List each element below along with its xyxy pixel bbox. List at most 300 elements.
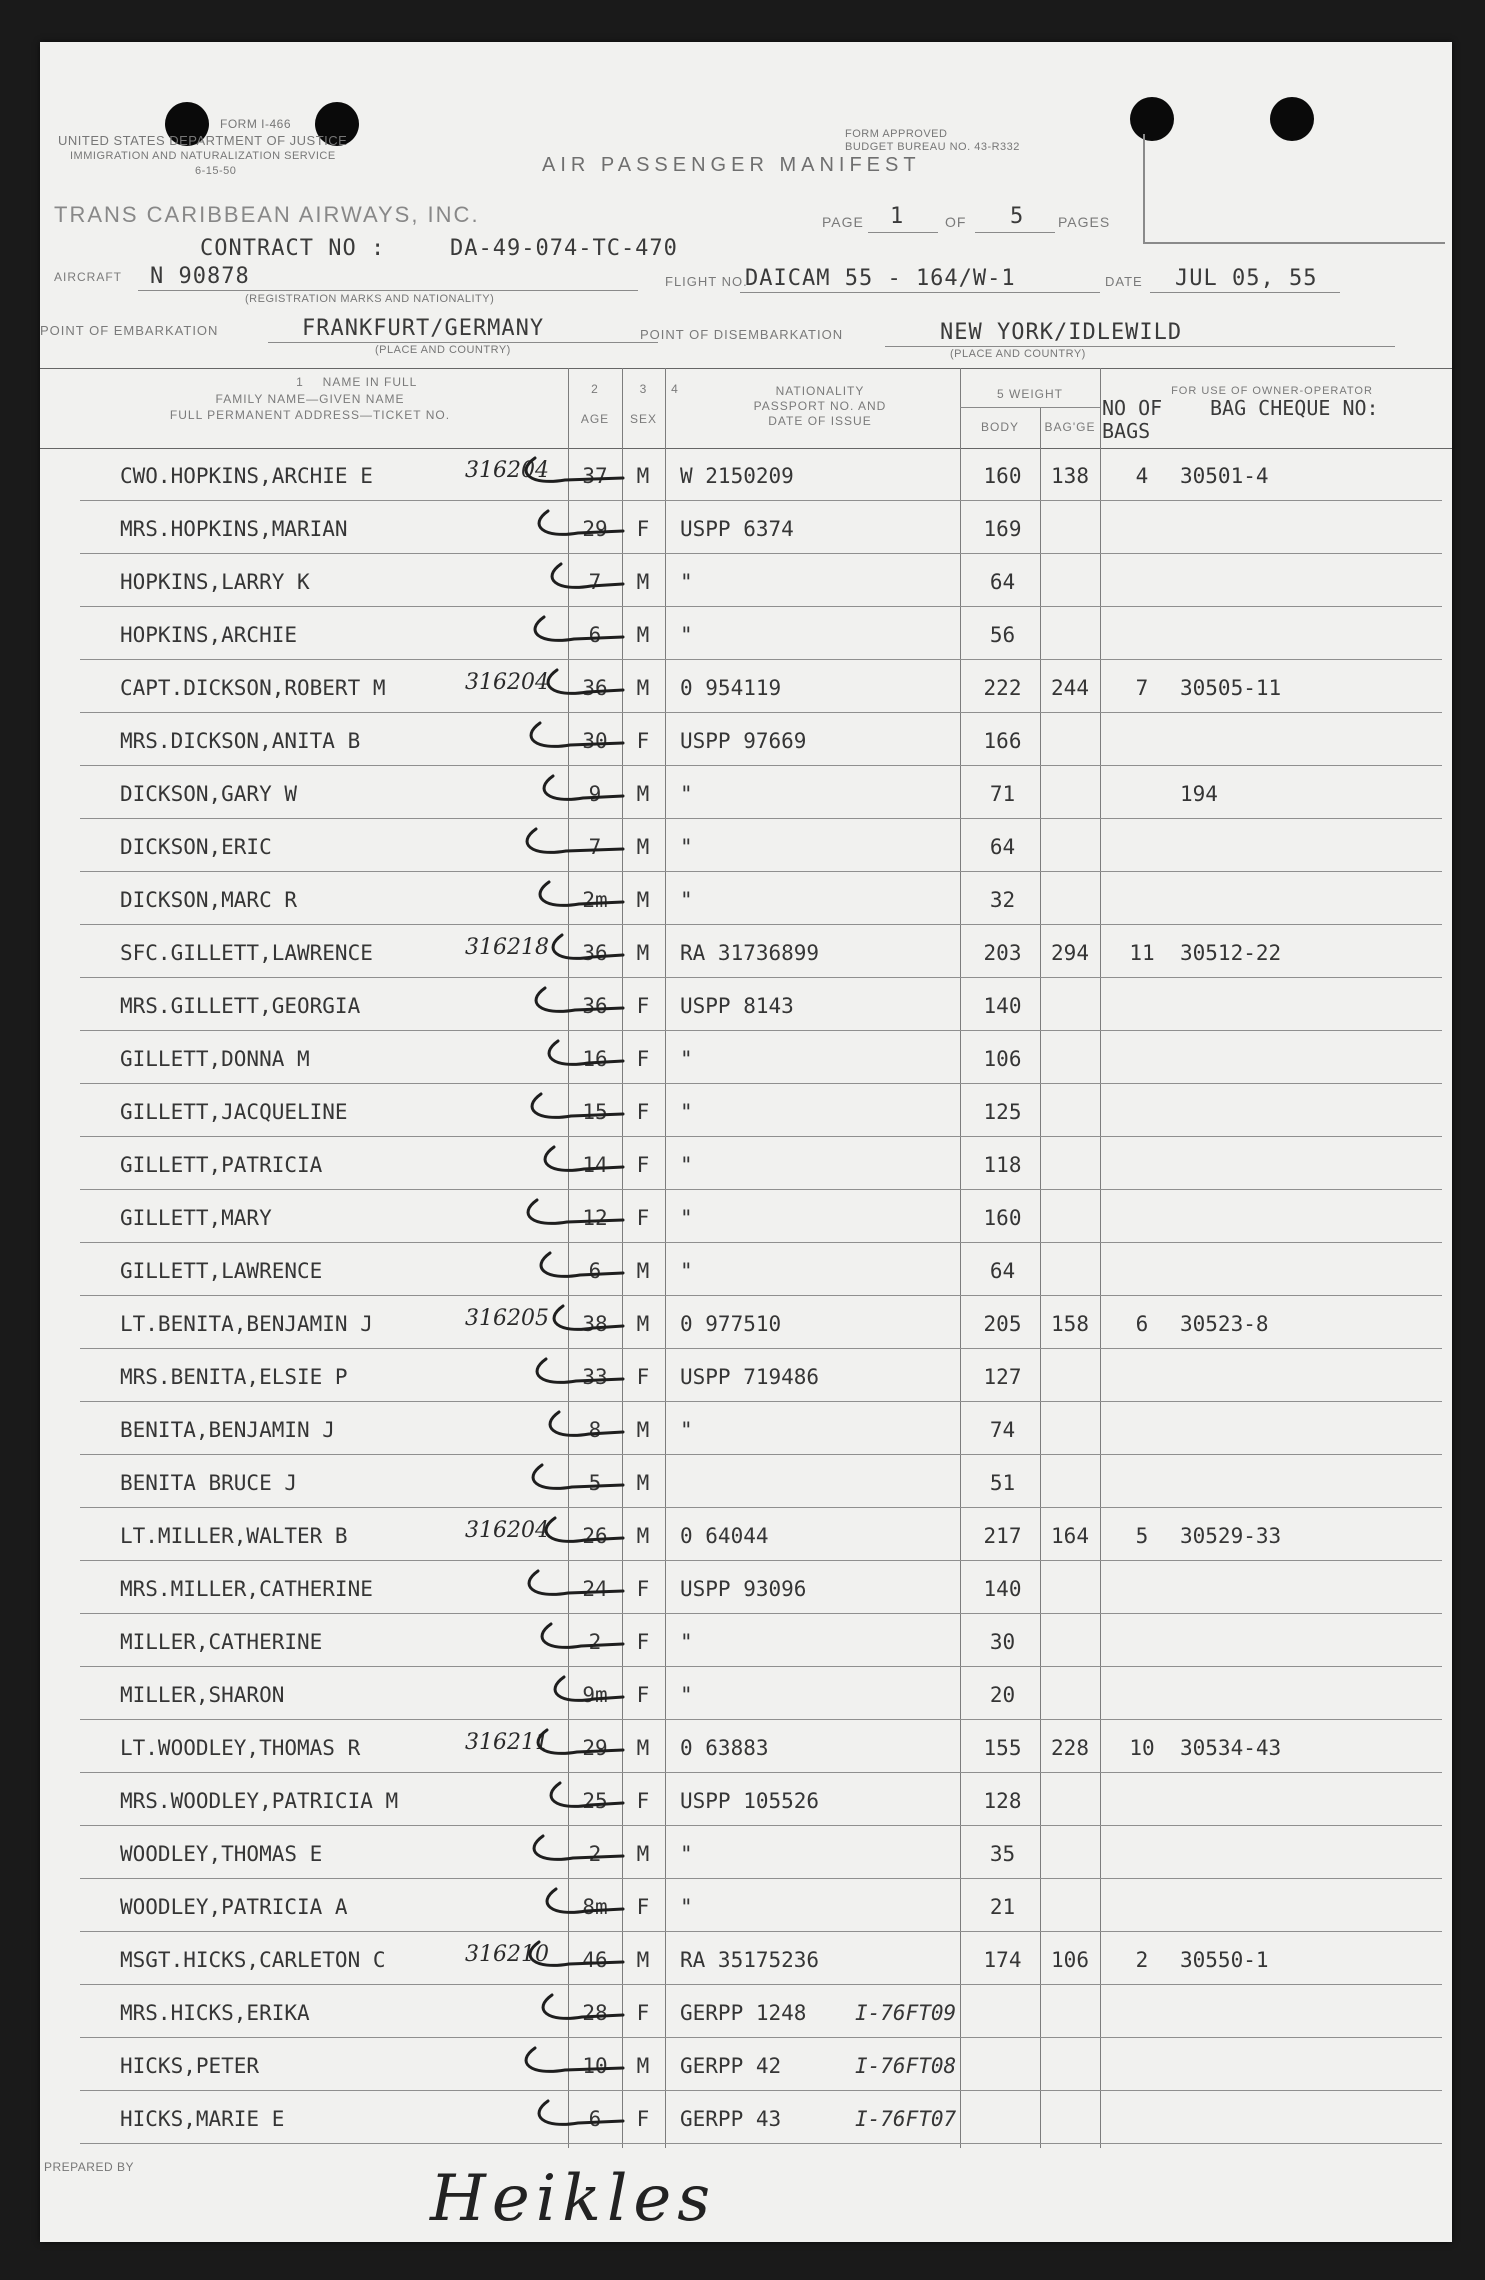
ticket-number: 316204 bbox=[465, 458, 549, 483]
body-weight: 140 bbox=[983, 1577, 1022, 1601]
passport-number: " bbox=[680, 1842, 693, 1866]
table-row bbox=[40, 925, 1452, 978]
passenger-sex: F bbox=[636, 1206, 650, 1230]
table-row bbox=[40, 2091, 1452, 2144]
check-mark-icon bbox=[495, 1192, 625, 1232]
passenger-age: 12 bbox=[582, 1206, 608, 1230]
page-number: 1 bbox=[890, 204, 905, 229]
table-row bbox=[40, 1402, 1452, 1455]
check-mark-icon bbox=[495, 1139, 625, 1179]
table-row bbox=[40, 1031, 1452, 1084]
passenger-sex: M bbox=[636, 676, 650, 700]
body-weight: 128 bbox=[983, 1789, 1022, 1813]
passenger-age: 15 bbox=[582, 1100, 608, 1124]
passenger-sex: F bbox=[636, 1895, 650, 1919]
embarkation-point: FRANKFURT/GERMANY bbox=[302, 316, 545, 341]
disembarkation-point: NEW YORK/IDLEWILD bbox=[940, 320, 1183, 345]
passenger-sex: M bbox=[636, 464, 650, 488]
table-row bbox=[40, 1296, 1452, 1349]
table-row bbox=[40, 554, 1452, 607]
passenger-name: MRS.HOPKINS,MARIAN bbox=[120, 517, 348, 541]
table-row bbox=[40, 1614, 1452, 1667]
bag-count: 2 bbox=[1135, 1948, 1149, 1972]
service-line: IMMIGRATION AND NATURALIZATION SERVICE bbox=[70, 150, 336, 162]
ticket-number: 316204 bbox=[465, 670, 549, 695]
col-name-number: 1 bbox=[296, 375, 304, 389]
passenger-age: 6 bbox=[588, 1259, 602, 1283]
check-mark-icon bbox=[495, 821, 625, 861]
body-weight: 74 bbox=[989, 1418, 1016, 1442]
col-date-issue: DATE OF ISSUE bbox=[768, 414, 872, 428]
body-weight: 160 bbox=[983, 1206, 1022, 1230]
passenger-sex: M bbox=[636, 570, 650, 594]
passport-number: " bbox=[680, 1630, 693, 1654]
flight-date: JUL 05, 55 bbox=[1175, 266, 1318, 291]
passenger-age: 2 bbox=[588, 1630, 602, 1654]
disembarkation-label: POINT OF DISEMBARKATION bbox=[640, 327, 844, 342]
check-mark-icon bbox=[495, 2093, 625, 2133]
department-line: UNITED STATES DEPARTMENT OF JUSTICE bbox=[58, 133, 348, 148]
passenger-name: HICKS,MARIE E bbox=[120, 2107, 285, 2131]
table-row bbox=[40, 819, 1452, 872]
col-weight: 5 WEIGHT bbox=[996, 387, 1063, 401]
check-mark-icon bbox=[495, 662, 625, 702]
check-mark-icon bbox=[495, 874, 625, 914]
check-mark-icon bbox=[495, 1351, 625, 1391]
aircraft-label: AIRCRAFT bbox=[54, 270, 122, 284]
passenger-age: 6 bbox=[588, 2107, 602, 2131]
table-row bbox=[40, 1243, 1452, 1296]
bag-count: 4 bbox=[1135, 464, 1149, 488]
check-mark-icon bbox=[495, 503, 625, 543]
handwritten-note: I-76FT09 bbox=[855, 2001, 957, 2025]
ticket-number: 316218 bbox=[465, 935, 549, 960]
bag-count: 10 bbox=[1129, 1736, 1155, 1760]
body-weight: 217 bbox=[983, 1524, 1022, 1548]
check-mark-icon bbox=[495, 1033, 625, 1073]
check-mark-icon bbox=[495, 1457, 625, 1497]
ticket-number: 316205 bbox=[465, 1306, 549, 1331]
body-weight: 56 bbox=[989, 623, 1016, 647]
passenger-sex: F bbox=[636, 517, 650, 541]
col-weight-baggage: BAG'GE bbox=[1044, 420, 1096, 434]
flight-number: DAICAM 55 - 164/W-1 bbox=[745, 266, 1016, 291]
table-row bbox=[40, 1190, 1452, 1243]
check-mark-icon bbox=[495, 1404, 625, 1444]
passenger-name: GILLETT,LAWRENCE bbox=[120, 1259, 323, 1283]
budget-bureau: BUDGET BUREAU NO. 43-R332 bbox=[845, 141, 1020, 153]
table-row bbox=[40, 1932, 1452, 1985]
passenger-name: HICKS,PETER bbox=[120, 2054, 260, 2078]
passport-number: USPP 105526 bbox=[680, 1789, 820, 1813]
col-owner-use: FOR USE OF OWNER-OPERATOR bbox=[1171, 385, 1373, 397]
table-row bbox=[40, 1985, 1452, 2038]
check-mark-icon bbox=[495, 1669, 625, 1709]
body-weight: 169 bbox=[983, 517, 1022, 541]
table-row bbox=[40, 1455, 1452, 1508]
bag-cheque-number: 30523-8 bbox=[1180, 1312, 1269, 1336]
prepared-by-label: PREPARED BY bbox=[44, 2160, 134, 2174]
bag-cheque-number: 30529-33 bbox=[1180, 1524, 1282, 1548]
row-rule bbox=[80, 2143, 1442, 2144]
passenger-name: SFC.GILLETT,LAWRENCE bbox=[120, 941, 373, 965]
check-mark-icon bbox=[495, 1563, 625, 1603]
passport-number: GERPP 1248 bbox=[680, 2001, 807, 2025]
passenger-sex: M bbox=[636, 2054, 650, 2078]
check-mark-icon bbox=[495, 1616, 625, 1656]
passport-number: " bbox=[680, 1206, 693, 1230]
body-weight: 20 bbox=[989, 1683, 1016, 1707]
check-mark-icon bbox=[495, 2040, 625, 2080]
contract-number: DA-49-074-TC-470 bbox=[450, 236, 678, 261]
embarkation-caption: (PLACE AND COUNTRY) bbox=[375, 344, 511, 356]
passport-number: GERPP 42 bbox=[680, 2054, 782, 2078]
passenger-name: GILLETT,MARY bbox=[120, 1206, 272, 1230]
passenger-sex: M bbox=[636, 1259, 650, 1283]
baggage-weight: 294 bbox=[1051, 941, 1089, 965]
table-row bbox=[40, 1137, 1452, 1190]
passenger-name: HOPKINS,LARRY K bbox=[120, 570, 310, 594]
passport-number: W 2150209 bbox=[680, 464, 794, 488]
check-mark-icon bbox=[495, 1775, 625, 1815]
baggage-weight: 158 bbox=[1051, 1312, 1089, 1336]
passenger-name: CAPT.DICKSON,ROBERT M bbox=[120, 676, 386, 700]
col-nationality: NATIONALITY bbox=[775, 384, 865, 398]
body-weight: 106 bbox=[983, 1047, 1022, 1071]
airline-name: TRANS CARIBBEAN AIRWAYS, INC. bbox=[54, 202, 480, 227]
passenger-age: 7 bbox=[588, 570, 602, 594]
passenger-name: MSGT.HICKS,CARLETON C bbox=[120, 1948, 386, 1972]
passenger-sex: F bbox=[636, 1789, 650, 1813]
passenger-sex: M bbox=[636, 941, 650, 965]
disembarkation-caption: (PLACE AND COUNTRY) bbox=[950, 348, 1086, 360]
body-weight: 174 bbox=[983, 1948, 1022, 1972]
table-row bbox=[40, 1720, 1452, 1773]
passenger-sex: F bbox=[636, 1153, 650, 1177]
baggage-weight: 228 bbox=[1051, 1736, 1089, 1760]
passenger-name: MRS.HICKS,ERIKA bbox=[120, 2001, 310, 2025]
passenger-age: 5 bbox=[588, 1471, 602, 1495]
table-row bbox=[40, 2038, 1452, 2091]
passenger-age: 37 bbox=[582, 464, 608, 488]
passport-number: " bbox=[680, 1683, 693, 1707]
passenger-name: WOODLEY,THOMAS E bbox=[120, 1842, 323, 1866]
body-weight: 30 bbox=[989, 1630, 1016, 1654]
table-row bbox=[40, 1084, 1452, 1137]
check-mark-icon bbox=[495, 1722, 625, 1762]
passport-number: GERPP 43 bbox=[680, 2107, 782, 2131]
bag-count: 7 bbox=[1135, 676, 1149, 700]
ticket-number: 316211 bbox=[465, 1730, 549, 1755]
table-row bbox=[40, 1826, 1452, 1879]
col-address-sub: FULL PERMANENT ADDRESS—TICKET NO. bbox=[169, 408, 451, 422]
passenger-name: MILLER,SHARON bbox=[120, 1683, 285, 1707]
passenger-sex: M bbox=[636, 1842, 650, 1866]
table-row bbox=[40, 501, 1452, 554]
table-row bbox=[40, 1508, 1452, 1561]
passenger-age: 28 bbox=[582, 2001, 608, 2025]
col-name-header: NAME IN FULL bbox=[322, 375, 418, 389]
body-weight: 203 bbox=[983, 941, 1022, 965]
passenger-name: CWO.HOPKINS,ARCHIE E bbox=[120, 464, 373, 488]
passport-number: " bbox=[680, 1259, 693, 1283]
passenger-name: MRS.DICKSON,ANITA B bbox=[120, 729, 361, 753]
col-age: AGE bbox=[580, 412, 610, 426]
passport-number: RA 31736899 bbox=[680, 941, 820, 965]
ticket-number: 316204 bbox=[465, 1518, 549, 1543]
passport-number: 0 977510 bbox=[680, 1312, 782, 1336]
passenger-age: 46 bbox=[582, 1948, 608, 1972]
body-weight: 64 bbox=[989, 570, 1016, 594]
table-row bbox=[40, 1773, 1452, 1826]
bag-count: 6 bbox=[1135, 1312, 1149, 1336]
passenger-age: 2 bbox=[588, 1842, 602, 1866]
passenger-name: LT.MILLER,WALTER B bbox=[120, 1524, 348, 1548]
passenger-sex: F bbox=[636, 1365, 650, 1389]
body-weight: 160 bbox=[983, 464, 1022, 488]
passenger-sex: F bbox=[636, 1100, 650, 1124]
col-name-sub: FAMILY NAME—GIVEN NAME bbox=[215, 392, 405, 406]
form-date: 6-15-50 bbox=[195, 165, 237, 177]
body-weight: 35 bbox=[989, 1842, 1016, 1866]
passenger-age: 8m bbox=[582, 1895, 608, 1919]
body-weight: 205 bbox=[983, 1312, 1022, 1336]
passenger-age: 8 bbox=[588, 1418, 602, 1442]
passenger-name: DICKSON,ERIC bbox=[120, 835, 272, 859]
table-row bbox=[40, 448, 1452, 501]
baggage-weight: 164 bbox=[1051, 1524, 1089, 1548]
table-row bbox=[40, 607, 1452, 660]
bag-cheque-number: 30505-11 bbox=[1180, 676, 1282, 700]
table-row bbox=[40, 713, 1452, 766]
body-weight: 127 bbox=[983, 1365, 1022, 1389]
passenger-sex: F bbox=[636, 2107, 650, 2131]
passport-number: USPP 93096 bbox=[680, 1577, 807, 1601]
table-row bbox=[40, 1349, 1452, 1402]
body-weight: 155 bbox=[983, 1736, 1022, 1760]
passenger-age: 10 bbox=[582, 2054, 608, 2078]
bag-count: 11 bbox=[1129, 941, 1155, 965]
page-total: 5 bbox=[1010, 204, 1025, 229]
check-mark-icon bbox=[495, 980, 625, 1020]
check-mark-icon bbox=[495, 450, 625, 490]
passenger-age: 24 bbox=[582, 1577, 608, 1601]
passenger-sex: F bbox=[636, 994, 650, 1018]
body-weight: 21 bbox=[989, 1895, 1016, 1919]
body-weight: 71 bbox=[989, 782, 1016, 806]
passenger-name: LT.BENITA,BENJAMIN J bbox=[120, 1312, 373, 1336]
stamp-box bbox=[1143, 134, 1445, 244]
col-sex: SEX bbox=[629, 412, 657, 426]
manifest-sheet bbox=[40, 42, 1452, 2242]
check-mark-icon bbox=[495, 1510, 625, 1550]
passenger-age: 29 bbox=[582, 1736, 608, 1760]
col-passport: PASSPORT NO. AND bbox=[753, 399, 887, 413]
passenger-sex: M bbox=[636, 1736, 650, 1760]
passport-number: " bbox=[680, 835, 693, 859]
passenger-sex: F bbox=[636, 1683, 650, 1707]
page-label: PAGE bbox=[822, 214, 864, 230]
passport-number: " bbox=[680, 1047, 693, 1071]
passenger-age: 36 bbox=[582, 994, 608, 1018]
form-number: FORM I-466 bbox=[220, 117, 292, 131]
col-bags: NO OF BAGS bbox=[1102, 396, 1163, 443]
passport-number: USPP 719486 bbox=[680, 1365, 820, 1389]
passenger-name: GILLETT,PATRICIA bbox=[120, 1153, 323, 1177]
table-row bbox=[40, 766, 1452, 819]
passport-number: " bbox=[680, 1100, 693, 1124]
bag-cheque-number: 30512-22 bbox=[1180, 941, 1282, 965]
table-row bbox=[40, 660, 1452, 713]
passenger-name: GILLETT,JACQUELINE bbox=[120, 1100, 348, 1124]
passenger-name: DICKSON,MARC R bbox=[120, 888, 298, 912]
passport-number: 0 64044 bbox=[680, 1524, 769, 1548]
passenger-rows bbox=[40, 448, 1452, 2148]
col-weight-body: BODY bbox=[980, 420, 1019, 434]
passenger-sex: M bbox=[636, 1948, 650, 1972]
col-passport-number: 4 bbox=[671, 382, 679, 396]
passenger-sex: F bbox=[636, 1577, 650, 1601]
table-row bbox=[40, 1561, 1452, 1614]
passenger-name: LT.WOODLEY,THOMAS R bbox=[120, 1736, 361, 1760]
passenger-age: 7 bbox=[588, 835, 602, 859]
body-weight: 32 bbox=[989, 888, 1016, 912]
passenger-name: MRS.GILLETT,GEORGIA bbox=[120, 994, 361, 1018]
table-row bbox=[40, 1667, 1452, 1720]
passenger-age: 2m bbox=[582, 888, 608, 912]
body-weight: 64 bbox=[989, 835, 1016, 859]
baggage-weight: 244 bbox=[1051, 676, 1089, 700]
passenger-age: 36 bbox=[582, 676, 608, 700]
col-bag-cheque: BAG CHEQUE NO: bbox=[1210, 396, 1379, 420]
passport-number: " bbox=[680, 1418, 693, 1442]
check-mark-icon bbox=[495, 715, 625, 755]
check-mark-icon bbox=[495, 609, 625, 649]
passport-number: " bbox=[680, 1153, 693, 1177]
handwritten-note: I-76FT08 bbox=[855, 2054, 957, 2078]
check-mark-icon bbox=[495, 556, 625, 596]
passport-number: " bbox=[680, 782, 693, 806]
handwritten-note: I-76FT07 bbox=[855, 2107, 957, 2131]
check-mark-icon bbox=[495, 1086, 625, 1126]
check-mark-icon bbox=[495, 1881, 625, 1921]
passenger-sex: M bbox=[636, 888, 650, 912]
passenger-age: 38 bbox=[582, 1312, 608, 1336]
passenger-sex: M bbox=[636, 623, 650, 647]
body-weight: 64 bbox=[989, 1259, 1016, 1283]
bag-count: 5 bbox=[1135, 1524, 1149, 1548]
check-mark-icon bbox=[495, 927, 625, 967]
body-weight: 140 bbox=[983, 994, 1022, 1018]
passenger-name: WOODLEY,PATRICIA A bbox=[120, 1895, 348, 1919]
passenger-sex: F bbox=[636, 2001, 650, 2025]
manifest-title: AIR PASSENGER MANIFEST bbox=[542, 154, 921, 176]
passenger-age: 25 bbox=[582, 1789, 608, 1813]
passenger-age: 26 bbox=[582, 1524, 608, 1548]
passenger-sex: M bbox=[636, 1312, 650, 1336]
passenger-name: GILLETT,DONNA M bbox=[120, 1047, 310, 1071]
passenger-name: MRS.WOODLEY,PATRICIA M bbox=[120, 1789, 399, 1813]
passenger-name: MILLER,CATHERINE bbox=[120, 1630, 323, 1654]
passenger-age: 36 bbox=[582, 941, 608, 965]
passenger-sex: M bbox=[636, 1418, 650, 1442]
body-weight: 166 bbox=[983, 729, 1022, 753]
baggage-weight: 106 bbox=[1051, 1948, 1089, 1972]
passport-number: 0 954119 bbox=[680, 676, 782, 700]
passenger-age: 6 bbox=[588, 623, 602, 647]
passport-number: USPP 8143 bbox=[680, 994, 794, 1018]
passenger-name: HOPKINS,ARCHIE bbox=[120, 623, 298, 647]
passenger-name: MRS.BENITA,ELSIE P bbox=[120, 1365, 348, 1389]
passenger-age: 9 bbox=[588, 782, 602, 806]
pages-label: PAGES bbox=[1058, 214, 1111, 230]
passport-number: 0 63883 bbox=[680, 1736, 769, 1760]
embarkation-label: POINT OF EMBARKATION bbox=[40, 323, 219, 338]
check-mark-icon bbox=[495, 1298, 625, 1338]
bag-cheque-number: 30550-1 bbox=[1180, 1948, 1269, 1972]
passenger-sex: F bbox=[636, 1047, 650, 1071]
passenger-name: DICKSON,GARY W bbox=[120, 782, 298, 806]
body-weight: 118 bbox=[983, 1153, 1022, 1177]
passport-number: USPP 97669 bbox=[680, 729, 807, 753]
aircraft-number: N 90878 bbox=[150, 264, 250, 289]
of-label: OF bbox=[945, 214, 967, 230]
ticket-number: 316210 bbox=[465, 1942, 549, 1967]
passenger-age: 29 bbox=[582, 517, 608, 541]
col-age-number: 2 bbox=[591, 382, 599, 396]
passenger-sex: F bbox=[636, 729, 650, 753]
preparer-signature: Heikles bbox=[430, 2162, 717, 2236]
check-mark-icon bbox=[495, 1934, 625, 1974]
passport-number: " bbox=[680, 888, 693, 912]
bag-cheque-number: 194 bbox=[1180, 782, 1218, 806]
aircraft-caption: (REGISTRATION MARKS AND NATIONALITY) bbox=[245, 293, 495, 305]
passport-number: USPP 6374 bbox=[680, 517, 794, 541]
body-weight: 125 bbox=[983, 1100, 1022, 1124]
table-row bbox=[40, 1879, 1452, 1932]
passport-number: " bbox=[680, 1895, 693, 1919]
check-mark-icon bbox=[495, 1245, 625, 1285]
passenger-age: 33 bbox=[582, 1365, 608, 1389]
check-mark-icon bbox=[495, 1987, 625, 2027]
passenger-age: 14 bbox=[582, 1153, 608, 1177]
contract-label: CONTRACT NO : bbox=[200, 236, 386, 261]
check-mark-icon bbox=[495, 768, 625, 808]
check-mark-icon bbox=[495, 1828, 625, 1868]
body-weight: 51 bbox=[989, 1471, 1016, 1495]
passport-number: " bbox=[680, 623, 693, 647]
passenger-sex: M bbox=[636, 782, 650, 806]
passenger-age: 9m bbox=[582, 1683, 608, 1707]
passport-number: " bbox=[680, 570, 693, 594]
body-weight: 222 bbox=[983, 676, 1022, 700]
passenger-age: 16 bbox=[582, 1047, 608, 1071]
passport-number: RA 35175236 bbox=[680, 1948, 820, 1972]
passenger-name: BENITA,BENJAMIN J bbox=[120, 1418, 335, 1442]
passenger-name: BENITA BRUCE J bbox=[120, 1471, 298, 1495]
passenger-name: MRS.MILLER,CATHERINE bbox=[120, 1577, 373, 1601]
date-label: DATE bbox=[1105, 274, 1143, 289]
form-approved: FORM APPROVED bbox=[845, 128, 948, 140]
baggage-weight: 138 bbox=[1051, 464, 1089, 488]
passenger-sex: F bbox=[636, 1630, 650, 1654]
bag-cheque-number: 30501-4 bbox=[1180, 464, 1269, 488]
flight-label: FLIGHT NO. bbox=[665, 274, 748, 289]
passenger-sex: M bbox=[636, 1524, 650, 1548]
table-row bbox=[40, 872, 1452, 925]
bag-cheque-number: 30534-43 bbox=[1180, 1736, 1282, 1760]
table-row bbox=[40, 978, 1452, 1031]
